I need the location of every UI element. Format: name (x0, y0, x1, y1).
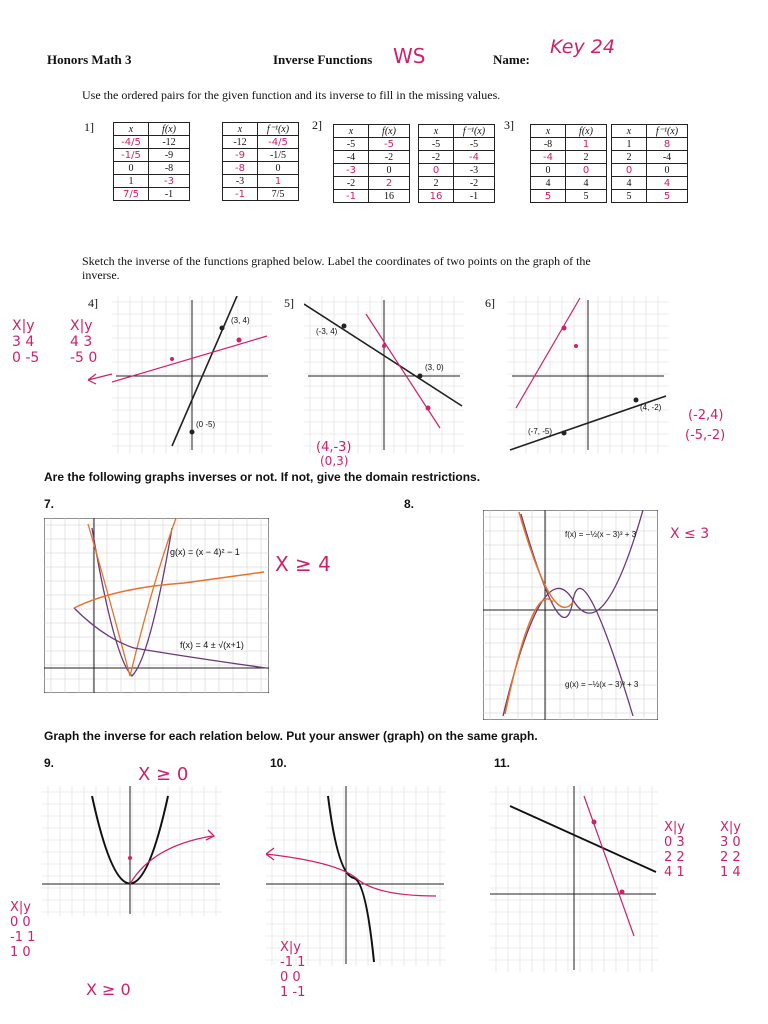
instructions-part3: Are the following graphs inverses or not. If not, give the domain restrictions. (44, 470, 481, 484)
table-2-inverse (418, 124, 495, 203)
table-row (114, 162, 190, 175)
table-cell: -1/5 (114, 149, 149, 162)
inv-table (418, 124, 495, 203)
problem-7-answer: X ≥ 4 (275, 552, 331, 576)
problem-4-table-inverse: X|y 4 3 -5 0 (70, 318, 98, 366)
table-row (612, 138, 688, 151)
table-cell: 0 (531, 164, 566, 177)
table-header-cell: x (334, 125, 369, 138)
table-3-f (530, 124, 607, 203)
f-table (333, 124, 410, 203)
problem-5-label: 5] (284, 296, 294, 310)
table-row (334, 151, 410, 164)
table-row (334, 190, 410, 203)
table-header-cell: x (531, 125, 566, 138)
table-cell: 1 (114, 175, 149, 188)
instructions-part4: Graph the inverse for each relation below. Put your answer (graph) on the same graph. (44, 729, 538, 743)
table-cell: -2 (334, 177, 369, 190)
name-value: Key 24 (550, 36, 615, 58)
table-row (114, 136, 190, 149)
table-cell: -9 (223, 149, 258, 162)
instructions-part2-line2: inverse. (82, 268, 120, 282)
table-cell: -5 (454, 138, 495, 151)
table-row (419, 138, 495, 151)
table-cell: 5 (612, 190, 647, 203)
graph-5-point1-label: (-3, 4) (316, 327, 338, 336)
table-cell: 16 (369, 190, 410, 203)
table-1-label: 1] (84, 120, 94, 134)
table-header-cell: f⁻¹(x) (454, 125, 495, 138)
table-row (223, 175, 299, 188)
problem-4-label: 4] (88, 296, 98, 310)
graph-6-point1-label: (-7, -5) (528, 427, 552, 436)
table-header-cell: f(x) (566, 125, 607, 138)
table-row (419, 151, 495, 164)
table-header-cell: f(x) (149, 123, 190, 136)
table-cell: 16 (419, 190, 454, 203)
table-2-label: 2] (312, 118, 322, 132)
table-row (531, 151, 607, 164)
table-row (223, 162, 299, 175)
problem-9-bottom-note: X ≥ 0 (86, 980, 131, 999)
table-row (223, 136, 299, 149)
table-cell: 0 (114, 162, 149, 175)
table-cell: -5 (419, 138, 454, 151)
table-cell: -4 (647, 151, 688, 164)
graph-8-f-label: f(x) = −½(x − 3)³ + 3 (565, 530, 637, 539)
instructions-part2-line1: Sketch the inverse of the functions graphed below. Label the coordinates of two points on the graph of the (82, 254, 591, 268)
graph-4-point2 (190, 430, 195, 435)
table-cell: -2 (369, 151, 410, 164)
graph-7-g-label: g(x) = (x − 4)² − 1 (170, 547, 240, 557)
graph-4-point1-label: (3, 4) (231, 316, 250, 325)
table-row (223, 149, 299, 162)
graph-8-g-label: g(x) = −½(x − 3)³ + 3 (565, 680, 639, 689)
problem-7-label: 7. (44, 497, 55, 511)
table-cell: 2 (369, 177, 410, 190)
table-row (114, 149, 190, 162)
table-header-cell: x (223, 123, 258, 136)
table-cell: 4 (531, 177, 566, 190)
table-row (223, 188, 299, 201)
title-note: WS (393, 44, 426, 68)
table-cell: 5 (647, 190, 688, 203)
table-cell: 4 (647, 177, 688, 190)
table-cell: -5 (369, 138, 410, 151)
table-cell: -4/5 (114, 136, 149, 149)
graph-6-inverse-line (516, 298, 580, 408)
table-cell: -3 (334, 164, 369, 177)
table-row (531, 190, 607, 203)
table-cell: 0 (647, 164, 688, 177)
table-row (612, 190, 688, 203)
problem-4-table: X|y 3 4 0 -5 (12, 318, 40, 366)
worksheet-title: Inverse Functions (273, 52, 373, 67)
problem-9-label: 9. (44, 756, 55, 770)
table-cell: -3 (223, 175, 258, 188)
problem-6-label: 6] (485, 296, 495, 310)
table-cell: 0 (566, 164, 607, 177)
table-cell: -12 (149, 136, 190, 149)
table-cell: -9 (149, 149, 190, 162)
table-3-inverse (611, 124, 688, 203)
table-cell: -4 (531, 151, 566, 164)
graph-6-answer2: (-5,-2) (685, 428, 726, 443)
table-cell: -8 (149, 162, 190, 175)
table-cell: -1 (223, 188, 258, 201)
table-1-f (113, 122, 190, 201)
table-row (612, 164, 688, 177)
problem-10-table: X|y -1 1 0 0 1 -1 (280, 940, 306, 1000)
table-cell: -2 (454, 177, 495, 190)
table-cell: 7/5 (258, 188, 299, 201)
table-3-label: 3] (504, 118, 514, 132)
table-cell: -1 (334, 190, 369, 203)
table-header-cell: x (612, 125, 647, 138)
graph-6-answer1: (-2,4) (688, 408, 724, 423)
table-row (334, 138, 410, 151)
table-cell: 7/5 (114, 188, 149, 201)
table-cell: -5 (334, 138, 369, 151)
table-cell: -1/5 (258, 149, 299, 162)
table-cell: 5 (566, 190, 607, 203)
table-cell: 2 (566, 151, 607, 164)
table-cell: -12 (223, 136, 258, 149)
problem-8-answer: X ≤ 3 (670, 526, 710, 542)
table-cell: 1 (566, 138, 607, 151)
table-row (114, 188, 190, 201)
table-2-f (333, 124, 410, 203)
graph-6-point2-label: (4, -2) (640, 403, 662, 412)
table-row (419, 177, 495, 190)
table-cell: -4 (454, 151, 495, 164)
table-1-inverse (222, 122, 299, 201)
table-cell: -1 (149, 188, 190, 201)
table-cell: -4 (334, 151, 369, 164)
table-cell: -4/5 (258, 136, 299, 149)
instructions-part1: Use the ordered pairs for the given function and its inverse to fill in the missing values. (82, 88, 501, 102)
table-row (114, 175, 190, 188)
table-cell: -3 (149, 175, 190, 188)
table-cell: -3 (454, 164, 495, 177)
table-cell: 2 (612, 151, 647, 164)
table-cell: 5 (531, 190, 566, 203)
table-cell: 0 (369, 164, 410, 177)
table-header-cell: f⁻¹(x) (647, 125, 688, 138)
graph-5-answer2: (0,3) (320, 454, 349, 468)
name-label: Name: (493, 52, 530, 67)
graph-10 (266, 786, 446, 966)
problem-11-label: 11. (494, 756, 511, 770)
table-cell: -8 (531, 138, 566, 151)
table-row (531, 177, 607, 190)
table-row (531, 164, 607, 177)
arrow-left-4 (84, 366, 114, 386)
f-table (113, 122, 190, 201)
table-cell: 4 (566, 177, 607, 190)
f-table (530, 124, 607, 203)
graph-5-answer1: (4,-3) (316, 440, 352, 455)
table-cell: 1 (258, 175, 299, 188)
table-row (419, 164, 495, 177)
table-header-cell: x (114, 123, 149, 136)
graph-4-point2-label: (0 -5) (196, 420, 216, 429)
table-cell: 8 (647, 138, 688, 151)
table-cell: 2 (419, 177, 454, 190)
graph-11 (490, 786, 658, 972)
problem-11-table-inverse: X|y 3 0 2 2 1 4 (720, 820, 741, 880)
table-row (612, 151, 688, 164)
table-row (612, 177, 688, 190)
graph-5-point2-label: (3, 0) (425, 363, 444, 372)
graph-5 (304, 296, 464, 454)
table-cell: 0 (419, 164, 454, 177)
table-row (419, 190, 495, 203)
problem-11-table: X|y 0 3 2 2 4 1 (664, 820, 685, 880)
table-header-cell: f⁻¹(x) (258, 123, 299, 136)
table-cell: -1 (454, 190, 495, 203)
inv-table (611, 124, 688, 203)
problem-10-label: 10. (270, 756, 287, 770)
table-row (334, 177, 410, 190)
problem-9-table: X|y 0 0 -1 1 1 0 (10, 900, 36, 960)
table-header-cell: x (419, 125, 454, 138)
table-cell: 1 (612, 138, 647, 151)
table-cell: 0 (612, 164, 647, 177)
graph-7-f-label: f(x) = 4 ± √(x+1) (180, 640, 244, 650)
graph-7 (44, 518, 269, 693)
graph-4-point1 (220, 326, 225, 331)
table-cell: 4 (612, 177, 647, 190)
table-cell: -2 (419, 151, 454, 164)
course-title: Honors Math 3 (47, 52, 132, 67)
table-cell: -8 (223, 162, 258, 175)
problem-9-top-note: X ≥ 0 (138, 764, 189, 785)
table-row (531, 138, 607, 151)
inv-table (222, 122, 299, 201)
table-cell: 0 (258, 162, 299, 175)
graph-5-line (304, 304, 462, 406)
problem-8-label: 8. (404, 497, 415, 511)
table-header-cell: f(x) (369, 125, 410, 138)
graph-9 (42, 786, 222, 916)
table-row (334, 164, 410, 177)
